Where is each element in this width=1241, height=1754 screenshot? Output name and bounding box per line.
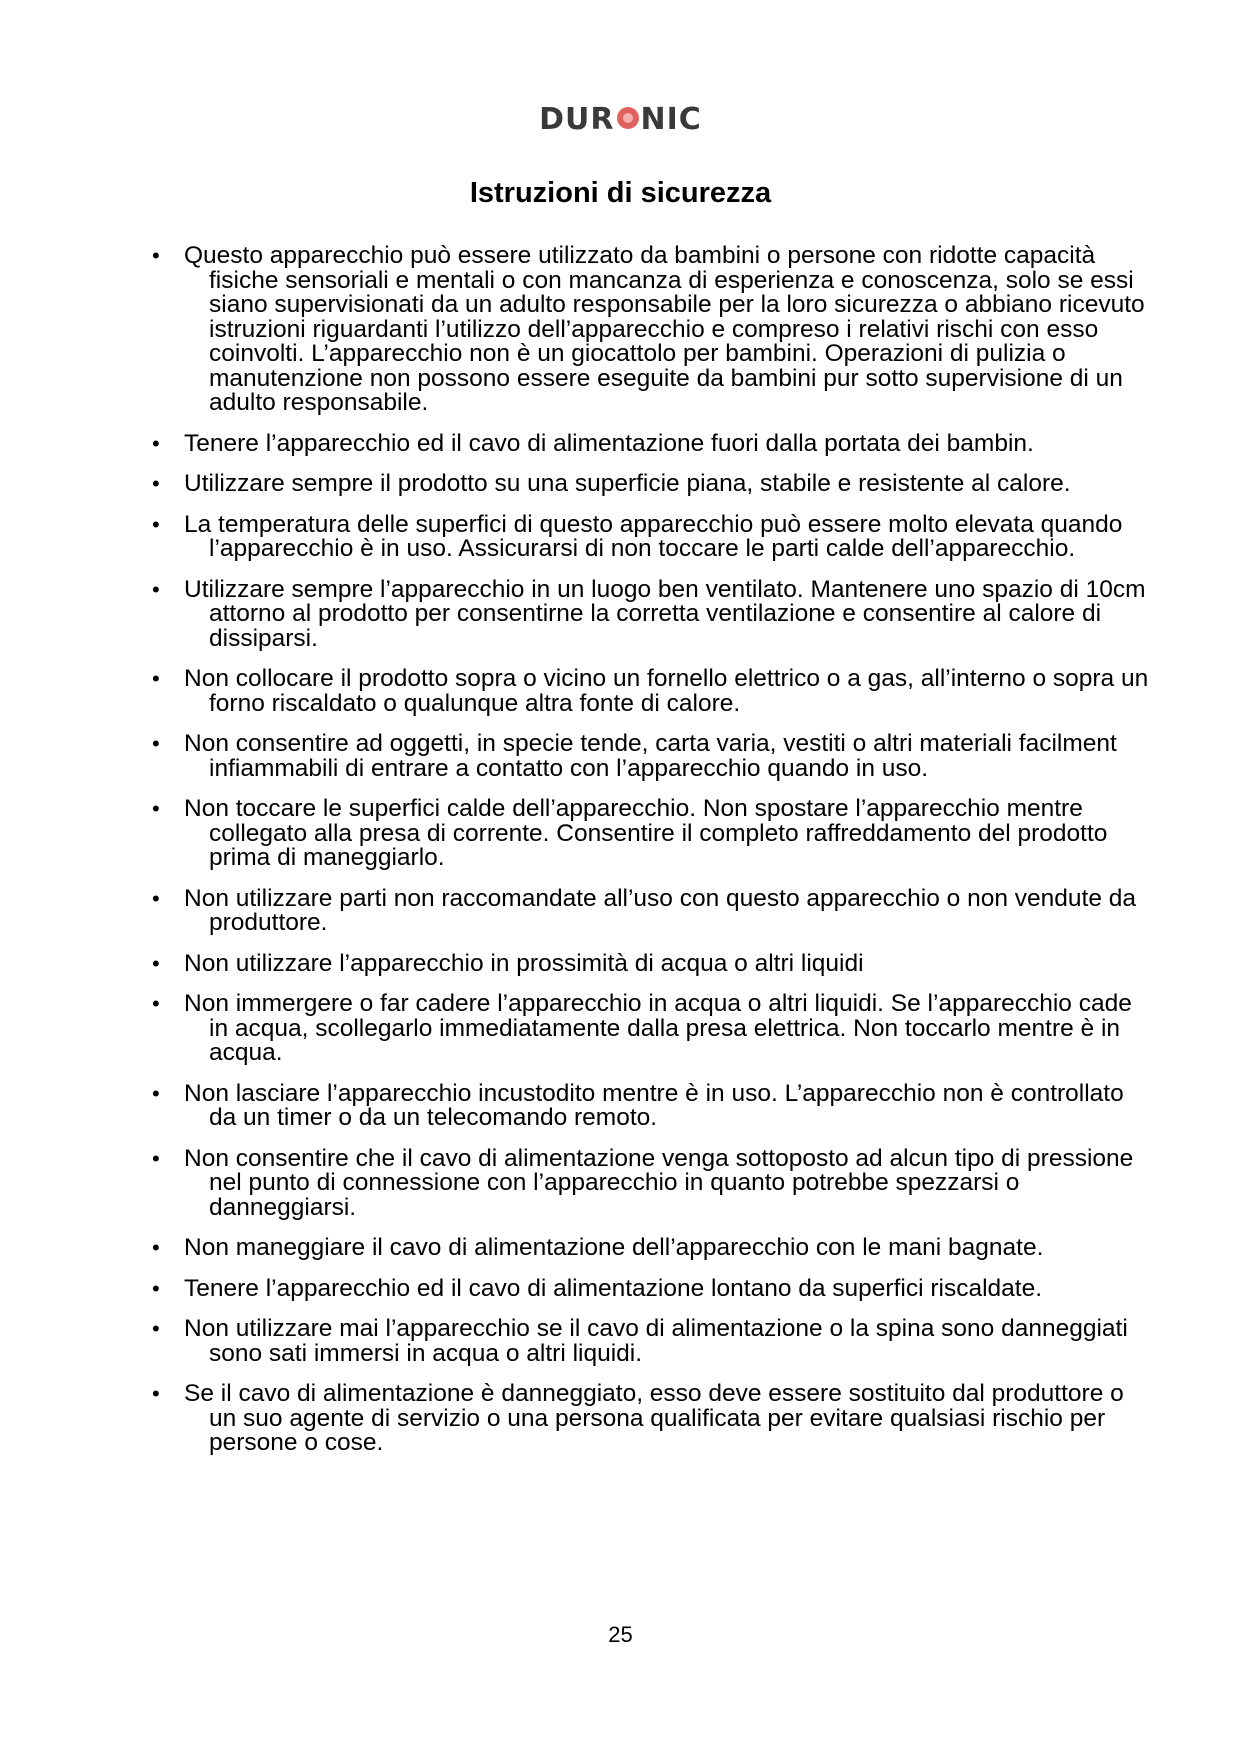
list-item-text: Non toccare le superfici calde dell’apparecchio. Non spostare l’apparecchio mentre collegato alla presa di corrente. Consentire il completo raffreddamento del prodotto prima di maneggiarlo. bbox=[184, 795, 1108, 871]
logo-text-left: DUR bbox=[539, 102, 615, 137]
bullet-icon: • bbox=[152, 576, 160, 602]
bullet-icon: • bbox=[152, 1145, 160, 1171]
list-item-text: Tenere l’apparecchio ed il cavo di alimentazione lontano da superfici riscaldate. bbox=[184, 1274, 1043, 1302]
page-title: Istruzioni di sicurezza bbox=[469, 177, 772, 209]
list-item bbox=[152, 1079, 1152, 1131]
list-item-text: Non utilizzare mai l’apparecchio se il cavo di alimentazione o la spina sono danneggiati sono sati immersi in acqua o altri liquidi. bbox=[184, 1315, 1128, 1367]
bullet-icon: • bbox=[152, 1080, 160, 1106]
list-item-text: Non consentire ad oggetti, in specie tende, carta varia, vestiti o altri materiali facilment infiammabili di entrare a contatto con l’apparecchio quando in uso. bbox=[184, 730, 1117, 782]
list-item bbox=[152, 1382, 1152, 1456]
list-item-text: Utilizzare sempre il prodotto su una superficie piana, stabile e resistente al calore. bbox=[184, 470, 1071, 497]
brand-logo bbox=[0, 100, 1241, 140]
list-item-text: Non collocare il prodotto sopra o vicino un fornello elettrico o a gas, all’interno o sopra un forno riscaldato o qualunque altra fonte di calore. bbox=[184, 665, 1149, 717]
list-item-text: Questo apparecchio può essere utilizzato da bambini o persone con ridotte capacità fisiche sensoriali e mentali o con mancanza di esperienza e conoscenza, solo se essi siano supervisionati da un adulto responsabile per la loro sicurezza o abbiano ricevuto istruzioni riguardanti l’utilizzo dell’apparecchio e compreso i relativi rischi con esso coinvolti. L’apparecchio non è un giocattolo per bambini. Operazioni di pulizia o manutenzione non possono essere eseguite da bambini pur sotto supervisione di un adulto responsabile. bbox=[184, 242, 1145, 416]
safety-instructions-list bbox=[152, 244, 1152, 1472]
bullet-icon: • bbox=[152, 991, 160, 1016]
list-item bbox=[152, 797, 1152, 871]
bullet-icon: • bbox=[152, 511, 160, 537]
bullet-icon: • bbox=[152, 796, 160, 821]
bullet-icon: • bbox=[152, 666, 160, 691]
list-item bbox=[152, 884, 1152, 936]
bullet-icon: • bbox=[152, 1381, 160, 1406]
bullet-icon: • bbox=[152, 243, 160, 268]
bullet-icon: • bbox=[152, 1316, 160, 1341]
list-item-text: Non utilizzare parti non raccomandate all’uso con questo apparecchio o non vendute da produttore. bbox=[184, 884, 1137, 936]
bullet-icon: • bbox=[152, 430, 160, 456]
bullet-icon: • bbox=[152, 1235, 160, 1260]
bullet-icon: • bbox=[152, 885, 160, 911]
list-item-text: Tenere l’apparecchio ed il cavo di alimentazione fuori dalla portata dei bambin. bbox=[184, 429, 1034, 457]
list-item bbox=[152, 992, 1152, 1066]
list-item-text: Non lasciare l’apparecchio incustodito mentre è in uso. L’apparecchio non è controllato da un timer o da un telecomando remoto. bbox=[184, 1079, 1124, 1131]
list-item bbox=[152, 667, 1152, 716]
list-item bbox=[152, 1317, 1152, 1366]
logo-o-mark-icon bbox=[617, 107, 639, 129]
list-item-text: Non utilizzare l’apparecchio in prossimità di acqua o altri liquidi bbox=[184, 949, 864, 977]
list-item-text: Se il cavo di alimentazione è danneggiato, esso deve essere sostituito dal produttore o un suo agente di servizio o una persona qualificata per evitare qualsiasi rischio per persone o cose. bbox=[184, 1380, 1124, 1456]
list-item-text: Non maneggiare il cavo di alimentazione dell’apparecchio con le mani bagnate. bbox=[184, 1234, 1044, 1261]
list-item bbox=[152, 244, 1152, 416]
list-item-text: Non consentire che il cavo di alimentazione venga sottoposto ad alcun tipo di pressione nel punto di connessione con l’apparecchio in quanto potrebbe spezzarsi o danneggiarsi. bbox=[184, 1144, 1134, 1221]
list-item bbox=[152, 510, 1152, 562]
list-item bbox=[152, 1236, 1152, 1261]
bullet-icon: • bbox=[152, 1275, 160, 1301]
list-item bbox=[152, 1274, 1152, 1302]
list-item-text: Utilizzare sempre l’apparecchio in un luogo ben ventilato. Mantenere uno spazio di 10cm attorno al prodotto per consentirne la corretta ventilazione e consentire al calore di dissiparsi. bbox=[184, 575, 1146, 652]
list-item-text: Non immergere o far cadere l’apparecchio in acqua o altri liquidi. Se l’apparecchio cade in acqua, scollegarlo immediatamente dalla presa elettrica. Non toccarlo mentre è in acqua. bbox=[184, 990, 1132, 1066]
list-item bbox=[152, 1144, 1152, 1221]
bullet-icon: • bbox=[152, 471, 160, 496]
logo-text-right: NIC bbox=[640, 102, 702, 137]
list-item bbox=[152, 949, 1152, 977]
bullet-icon: • bbox=[152, 731, 160, 756]
list-item-text: La temperatura delle superfici di questo apparecchio può essere molto elevata quando l’apparecchio è in uso. Assicurarsi di non toccare le parti calde dell’apparecchio. bbox=[184, 510, 1123, 562]
bullet-icon: • bbox=[152, 950, 160, 976]
list-item bbox=[152, 732, 1152, 781]
page-number: 25 bbox=[608, 1622, 633, 1647]
list-item bbox=[152, 472, 1152, 497]
list-item bbox=[152, 575, 1152, 652]
list-item bbox=[152, 429, 1152, 457]
